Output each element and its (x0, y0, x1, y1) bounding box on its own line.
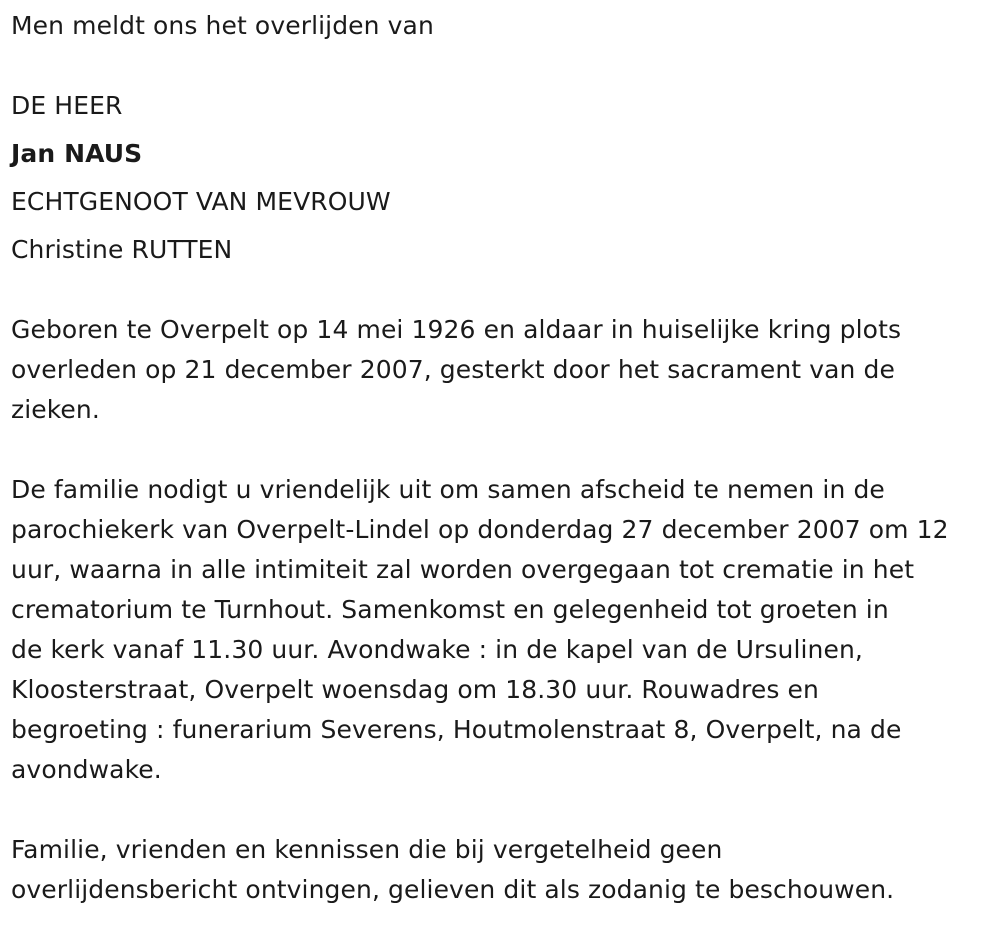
paragraph-line: crematorium te Turnhout. Samenkomst en gelegenheid tot groeten in (11, 595, 889, 624)
paragraph-line: Familie, vrienden en kennissen die bij vergetelheid geen (11, 835, 723, 864)
paragraph-line: de kerk vanaf 11.30 uur. Avondwake : in de kapel van de Ursulinen, (11, 635, 863, 664)
spouse-name: Christine RUTTEN (11, 235, 233, 264)
intro-text: Men meldt ons het overlijden van (11, 11, 434, 40)
paragraph-line: avondwake. (11, 755, 162, 784)
paragraph-line: Kloosterstraat, Overpelt woensdag om 18.30 uur. Rouwadres en (11, 675, 819, 704)
paragraph-line: overleden op 21 december 2007, gesterkt door het sacrament van de (11, 355, 896, 384)
deceased-title: DE HEER (11, 91, 123, 120)
birth-death-paragraph (11, 310, 996, 430)
paragraph-line: uur, waarna in alle intimiteit zal worden overgegaan tot crematie in het (11, 555, 915, 584)
paragraph-line: begroeting : funerarium Severens, Houtmolenstraat 8, Overpelt, na de (11, 715, 902, 744)
spouse-title: ECHTGENOOT VAN MEVROUW (11, 187, 391, 216)
paragraph-line: De familie nodigt u vriendelijk uit om samen afscheid te nemen in de (11, 475, 885, 504)
ceremony-paragraph (11, 470, 996, 790)
paragraph-line: zieken. (11, 395, 100, 424)
paragraph-line: parochiekerk van Overpelt-Lindel op donderdag 27 december 2007 om 12 (11, 515, 949, 544)
paragraph-line: Geboren te Overpelt op 14 mei 1926 en aldaar in huiselijke kring plots (11, 315, 902, 344)
closing-paragraph (11, 830, 996, 910)
paragraph-line: overlijdensbericht ontvingen, gelieven dit als zodanig te beschouwen. (11, 875, 895, 904)
deceased-name: Jan NAUS (11, 139, 143, 168)
